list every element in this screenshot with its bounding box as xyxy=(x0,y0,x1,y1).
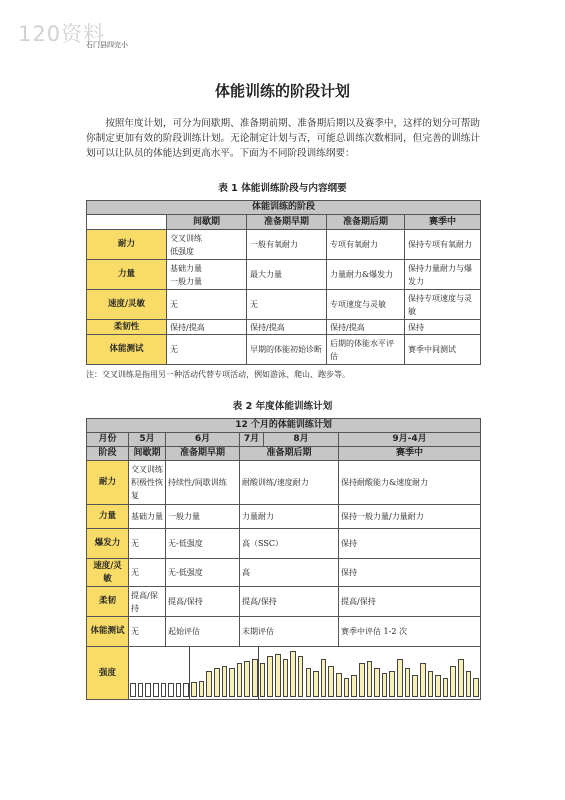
table-row xyxy=(87,559,481,587)
intensity-bar xyxy=(191,682,197,697)
intensity-bar xyxy=(389,671,395,697)
intensity-bar xyxy=(306,668,312,697)
intensity-bar xyxy=(420,663,426,697)
table-cell: 保持/提高 xyxy=(247,320,327,335)
table-cell: 起始评估 xyxy=(166,617,240,647)
row-label: 速度/灵敏 xyxy=(87,290,167,320)
row-label: 柔韧 xyxy=(87,587,129,617)
table-cell: 保持 xyxy=(339,559,481,587)
intensity-label: 强度 xyxy=(87,647,129,700)
table1-col-1: 准备期早期 xyxy=(247,215,327,230)
intensity-bar xyxy=(153,683,159,697)
row-label: 力量 xyxy=(87,505,129,529)
table-row xyxy=(87,529,481,559)
table-cell: 提高/保持 xyxy=(166,587,240,617)
table-cell: 一般有氧耐力 xyxy=(247,230,327,260)
table-cell: 提高/保持 xyxy=(240,587,339,617)
table-cell: 无-低强度 xyxy=(166,529,240,559)
intensity-bar xyxy=(214,668,220,697)
table-cell: 一般力量 xyxy=(166,505,240,529)
row-label: 速度/灵敏 xyxy=(87,559,129,587)
row-label: 柔韧性 xyxy=(87,320,167,335)
intensity-bar xyxy=(374,668,380,697)
row-label: 体能测试 xyxy=(87,335,167,365)
table-row xyxy=(87,461,481,505)
intensity-bar xyxy=(260,663,266,697)
table-row xyxy=(87,505,481,529)
intensity-bar xyxy=(267,656,273,697)
table-cell: 交叉训练积极性恢复 xyxy=(129,461,166,505)
table-cell: 基础力量 一般力量 xyxy=(167,260,247,290)
table-cell: 高 xyxy=(240,559,339,587)
table-cell: 无-低强度 xyxy=(166,559,240,587)
month-label: 月份 xyxy=(87,433,129,447)
intensity-bar xyxy=(290,651,296,697)
intensity-bar xyxy=(428,671,434,697)
table-cell: 提高/保持 xyxy=(129,587,166,617)
intensity-bar xyxy=(283,659,289,697)
table-row xyxy=(87,587,481,617)
table-row xyxy=(87,260,481,290)
intensity-bar xyxy=(328,666,334,697)
table-cell: 赛季中间测试 xyxy=(405,335,481,365)
row-label: 耐力 xyxy=(87,461,129,505)
table1-col-2: 准备期后期 xyxy=(327,215,405,230)
intensity-bar xyxy=(244,661,250,697)
table-cell: 力量耐力 xyxy=(240,505,339,529)
intensity-row xyxy=(87,647,481,700)
table-cell: 专项有氧耐力 xyxy=(327,230,405,260)
month-6: 6月 xyxy=(166,433,240,447)
table-cell: 耐酸训练/速度耐力 xyxy=(240,461,339,505)
table-cell: 持续性/间歇训练 xyxy=(166,461,240,505)
intensity-bar xyxy=(405,668,411,697)
month-7: 7月 xyxy=(240,433,264,447)
intensity-bar xyxy=(443,678,449,697)
intensity-bar xyxy=(321,659,327,697)
intensity-bar xyxy=(222,666,228,697)
table-row xyxy=(87,290,481,320)
intensity-bar xyxy=(161,683,167,697)
table-cell: 力量耐力&爆发力 xyxy=(327,260,405,290)
intensity-bar xyxy=(168,683,174,697)
intensity-bar xyxy=(344,678,350,697)
intensity-bar xyxy=(229,668,235,697)
table-cell: 高（SSC） xyxy=(240,529,339,559)
table-cell: 保持 xyxy=(339,529,481,559)
intensity-bar xyxy=(206,671,212,697)
row-label: 力量 xyxy=(87,260,167,290)
phase-divider xyxy=(189,647,190,699)
intensity-bar xyxy=(473,678,479,697)
phase-0: 间歇期 xyxy=(129,447,166,461)
table1-col-0: 间歇期 xyxy=(167,215,247,230)
table-row xyxy=(87,335,481,365)
intensity-bar xyxy=(130,683,136,697)
month-5: 5月 xyxy=(129,433,166,447)
table-cell: 保持力量耐力与爆发力 xyxy=(405,260,481,290)
table1-col-3: 赛季中 xyxy=(405,215,481,230)
phase-table xyxy=(86,200,481,365)
school-name: 石门县四完小 xyxy=(86,41,128,49)
intensity-bar xyxy=(367,661,373,697)
phase-2: 准备期后期 xyxy=(240,447,339,461)
table-cell: 无 xyxy=(129,617,166,647)
intensity-bar xyxy=(351,675,357,697)
table-cell: 专项速度与灵敏 xyxy=(327,290,405,320)
phase-3: 赛季中 xyxy=(339,447,481,461)
table-row xyxy=(87,617,481,647)
table1-note: 注：交叉训练是指用另一种活动代替专项活动，例如游泳、爬山、跑步等。 xyxy=(86,370,350,379)
intensity-bar xyxy=(382,673,388,697)
table-cell: 无 xyxy=(167,335,247,365)
annual-plan-table xyxy=(86,418,481,700)
table-cell: 基础力量 xyxy=(129,505,166,529)
table1-caption: 表 1 体能训练阶段与内容纲要 xyxy=(218,183,347,194)
row-label: 爆发力 xyxy=(87,529,129,559)
row-label: 体能测试 xyxy=(87,617,129,647)
intensity-bar xyxy=(458,659,464,697)
table-cell: 后期的体能水平评估 xyxy=(327,335,405,365)
table-cell: 最大力量 xyxy=(247,260,327,290)
intensity-bars xyxy=(129,647,480,699)
intensity-bar xyxy=(138,683,144,697)
table-cell: 末期评估 xyxy=(240,617,339,647)
table-cell: 保持专项有氧耐力 xyxy=(405,230,481,260)
watermark: 120资料 xyxy=(18,22,106,46)
month-9-4: 9月-4月 xyxy=(339,433,481,447)
intro-paragraph: 按照年度计划，可分为间歇期、准备期前期、准备期后期以及赛季中，这样的划分可帮助你制定更加有效的阶段训练计划。无论制定计划与否，可能总训练次数相同，但完善的训练计划可以让队员的体能达到更高水平。下面为不同阶段训练纲要： xyxy=(86,118,480,160)
intensity-bar xyxy=(412,675,418,697)
table-cell: 无 xyxy=(129,559,166,587)
intensity-bar xyxy=(359,663,365,697)
table-cell: 保持耐酸能力&速度耐力 xyxy=(339,461,481,505)
table2-caption: 表 2 年度体能训练计划 xyxy=(232,401,333,412)
page-title: 体能训练的阶段计划 xyxy=(214,82,350,100)
intensity-bar xyxy=(435,675,441,697)
table-cell: 保持/提高 xyxy=(327,320,405,335)
table-row xyxy=(87,230,481,260)
table-cell: 无 xyxy=(167,290,247,320)
phase-divider xyxy=(258,647,259,699)
month-8: 8月 xyxy=(264,433,339,447)
table-cell: 赛季中评估 1-2 次 xyxy=(339,617,481,647)
intensity-bar xyxy=(237,663,243,697)
table-cell: 无 xyxy=(129,529,166,559)
intensity-bar xyxy=(336,673,342,697)
table-cell: 保持/提高 xyxy=(167,320,247,335)
intensity-bar xyxy=(176,683,182,697)
intensity-bar xyxy=(145,683,151,697)
table-cell: 无 xyxy=(247,290,327,320)
intensity-bar xyxy=(466,671,472,697)
table-cell: 保持一般力量/力量耐力 xyxy=(339,505,481,529)
intensity-bar xyxy=(450,666,456,697)
table-cell: 早期的体能初始诊断 xyxy=(247,335,327,365)
phase-1: 准备期早期 xyxy=(166,447,240,461)
intensity-bar xyxy=(313,671,319,697)
intensity-bar xyxy=(298,656,304,697)
table-cell: 提高/保持 xyxy=(339,587,481,617)
intensity-bar xyxy=(199,681,205,697)
phase-label: 阶段 xyxy=(87,447,129,461)
table2-header: 12 个月的体能训练计划 xyxy=(87,419,481,433)
intensity-bar xyxy=(275,654,281,697)
table1-header: 体能训练的阶段 xyxy=(87,201,481,215)
table-cell: 交叉训练 低强度 xyxy=(167,230,247,260)
table-row xyxy=(87,320,481,335)
table-cell: 保持专项速度与灵敏 xyxy=(405,290,481,320)
table1-corner xyxy=(87,215,167,230)
intensity-bar xyxy=(397,659,403,697)
row-label: 耐力 xyxy=(87,230,167,260)
table-cell: 保持 xyxy=(405,320,481,335)
